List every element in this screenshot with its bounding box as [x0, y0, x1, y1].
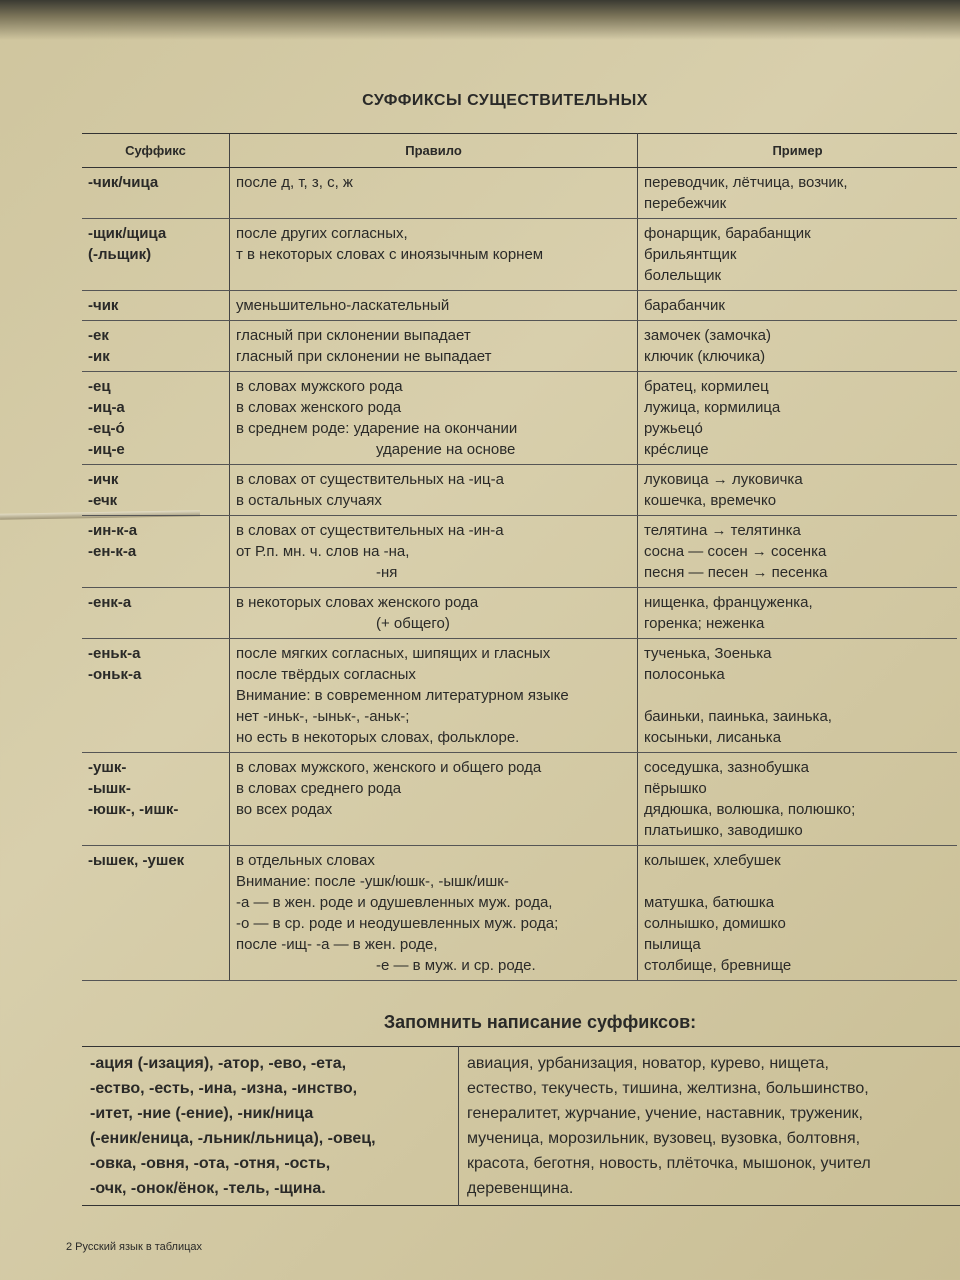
example-line: сосна — сосен → сосенка — [644, 543, 827, 560]
suffix-line: -ышк- — [88, 780, 131, 797]
suffix-line: (-льщик) — [88, 246, 152, 263]
memo-suffix-line: -очк, -онок/ёнок, -тель, -щина. — [90, 1180, 326, 1197]
memo-table — [82, 1046, 960, 1206]
memo-suffix-line: (-еник/еница, -льник/льница), -овец, — [90, 1130, 376, 1147]
example-cell — [638, 321, 958, 372]
example-line — [644, 871, 951, 892]
example-cell — [638, 846, 958, 981]
suffix-cell — [82, 753, 230, 846]
suffix-line: -енк-а — [88, 594, 132, 611]
example-cell — [638, 639, 958, 753]
table-row — [82, 753, 957, 846]
example-line: песня — песен → песенка — [644, 564, 828, 581]
table-row — [82, 291, 957, 321]
suffix-cell — [82, 321, 230, 372]
example-line: кошечка, времечко — [644, 492, 777, 509]
example-line: кре́слице — [644, 441, 709, 458]
example-cell — [638, 291, 958, 321]
memo-row — [82, 1047, 960, 1206]
table-row — [82, 516, 957, 588]
rule-line: Внимание: после -ушк/юшк-, -ышк/ишк- — [236, 873, 509, 890]
memo-example-line: генералитет, журчание, учение, наставник, труженик, — [467, 1105, 863, 1122]
suffix-line: -ек — [88, 327, 109, 344]
suffix-line: -еньк-а — [88, 645, 141, 662]
rule-line: в словах от существительных на -иц-а — [236, 471, 504, 488]
rule-line: в словах женского рода — [236, 399, 402, 416]
header-example: Пример — [638, 134, 958, 168]
suffix-line: -чик — [88, 297, 119, 314]
suffix-line: -ушк- — [88, 759, 127, 776]
rule-line: в словах от существительных на -ин-а — [236, 522, 504, 539]
memo-example-line: естество, текучесть, тишина, желтизна, большинство, — [467, 1080, 869, 1097]
memo-example-line: мученица, морозильник, вузовец, вузовка, болтовня, — [467, 1130, 861, 1147]
example-line: матушка, батюшка — [644, 894, 775, 911]
suffix-line: -юшк-, -ишк- — [88, 801, 179, 818]
example-line: тученька, Зоенька — [644, 645, 772, 662]
suffix-cell — [82, 372, 230, 465]
rule-line: после -ищ- -а — в жен. роде, — [236, 936, 438, 953]
example-line: солнышко, домишко — [644, 915, 786, 932]
suffix-line: -ышек, -ушек — [88, 852, 185, 869]
example-line: дядюшка, волюшка, полюшко; — [644, 801, 856, 818]
memo-suffix-line: -овка, -овня, -ота, -отня, -ость, — [90, 1155, 331, 1172]
rule-line: гласный при склонении не выпадает — [236, 348, 492, 365]
memo-suffixes — [82, 1047, 459, 1206]
rule-cell — [230, 639, 638, 753]
rule-line: -а — в жен. роде и одушевленных муж. рода, — [236, 894, 553, 911]
example-line: платьишко, заводишко — [644, 822, 803, 839]
rule-line: гласный при склонении выпадает — [236, 327, 471, 344]
example-line: братец, кормилец — [644, 378, 769, 395]
example-cell — [638, 219, 958, 291]
example-line — [644, 685, 951, 706]
table-row — [82, 219, 957, 291]
example-line: нищенка, француженка, — [644, 594, 813, 611]
page-title: СУФФИКСЫ СУЩЕСТВИТЕЛЬНЫХ — [362, 92, 648, 109]
rule-line: от Р.п. мн. ч. слов на -на, — [236, 543, 410, 560]
rule-line: -е — в муж. и ср. роде. — [376, 957, 536, 974]
suffix-line: -иц-е — [88, 441, 125, 458]
table-row — [82, 846, 957, 981]
suffix-line: -ик — [88, 348, 110, 365]
rule-cell — [230, 372, 638, 465]
rule-line: нет -иньк-, -ыньк-, -аньк-; — [236, 708, 410, 725]
suffix-cell — [82, 639, 230, 753]
rule-cell — [230, 465, 638, 516]
rule-cell — [230, 516, 638, 588]
rule-cell — [230, 588, 638, 639]
example-line: ключик (ключика) — [644, 348, 766, 365]
rule-line: (+ общего) — [376, 615, 450, 632]
suffix-line: -щик/щица — [88, 225, 167, 242]
suffix-cell — [82, 291, 230, 321]
suffix-line: -ичк — [88, 471, 119, 488]
example-line: перебежчик — [644, 195, 727, 212]
table-row — [82, 372, 957, 465]
table-row — [82, 465, 957, 516]
suffix-line: -иц-а — [88, 399, 125, 416]
example-line: болельщик — [644, 267, 722, 284]
memo-suffix-line: -ество, -есть, -ина, -изна, -инство, — [90, 1080, 358, 1097]
table-header-row — [82, 134, 957, 168]
rule-cell — [230, 753, 638, 846]
header-suffix: Суффикс — [82, 134, 230, 168]
rule-line: во всех родах — [236, 801, 333, 818]
suffix-cell — [82, 846, 230, 981]
example-line: косыньки, лисанька — [644, 729, 782, 746]
page-footer: 2 Русский язык в таблицах — [66, 1241, 203, 1253]
suffix-cell — [82, 168, 230, 219]
example-line: полосонька — [644, 666, 725, 683]
page-edge-shadow — [0, 0, 960, 40]
table-row — [82, 321, 957, 372]
suffix-cell — [82, 465, 230, 516]
memo-example-line: красота, беготня, новость, плёточка, мышонок, учител — [467, 1155, 871, 1172]
example-line: соседушка, зазнобушка — [644, 759, 809, 776]
example-line: барабанчик — [644, 297, 725, 314]
example-cell — [638, 753, 958, 846]
suffix-table — [82, 133, 957, 981]
rule-line: после д, т, з, с, ж — [236, 174, 353, 191]
example-line: колышек, хлебушек — [644, 852, 781, 869]
example-line: переводчик, лётчица, возчик, — [644, 174, 848, 191]
suffix-cell — [82, 516, 230, 588]
rule-line: в словах мужского, женского и общего рода — [236, 759, 542, 776]
rule-line: Внимание: в современном литературном языке — [236, 687, 569, 704]
example-cell — [638, 372, 958, 465]
example-line: баиньки, паинька, заинька, — [644, 708, 832, 725]
table-row — [82, 168, 957, 219]
rule-line: после твёрдых согласных — [236, 666, 416, 683]
suffix-line: -ец-о́ — [88, 420, 125, 437]
example-line: лужица, кормилица — [644, 399, 781, 416]
example-line: столбище, бревнище — [644, 957, 792, 974]
suffix-cell — [82, 588, 230, 639]
suffix-cell — [82, 219, 230, 291]
memo-suffix-line: -итет, -ние (-ение), -ник/ница — [90, 1105, 314, 1122]
rule-line: в остальных случаях — [236, 492, 382, 509]
example-line: замочек (замочка) — [644, 327, 772, 344]
memo-example-line: авиация, урбанизация, новатор, курево, нищета, — [467, 1055, 829, 1072]
memo-example-line: деревенщина. — [467, 1180, 574, 1197]
suffix-line: -ец — [88, 378, 111, 395]
rule-line: но есть в некоторых словах, фольклоре. — [236, 729, 520, 746]
example-line: горенка; неженка — [644, 615, 765, 632]
rule-line: после мягких согласных, шипящих и гласных — [236, 645, 551, 662]
example-cell — [638, 516, 958, 588]
rule-line: в среднем роде: ударение на окончании — [236, 420, 518, 437]
example-cell — [638, 465, 958, 516]
memo-suffix-line: -ация (-изация), -атор, -ево, -ета, — [90, 1055, 347, 1072]
header-rule: Правило — [230, 134, 638, 168]
rule-cell — [230, 168, 638, 219]
example-line: брильянтщик — [644, 246, 737, 263]
example-line: луковица → луковичка — [644, 471, 803, 488]
example-line: фонарщик, барабанщик — [644, 225, 811, 242]
example-line: телятина → телятинка — [644, 522, 801, 539]
rule-cell — [230, 291, 638, 321]
rule-line: в отдельных словах — [236, 852, 375, 869]
rule-line: уменьшительно-ласкательный — [236, 297, 450, 314]
suffix-line: -ен-к-а — [88, 543, 137, 560]
rule-line: в словах среднего рода — [236, 780, 402, 797]
rule-line: -о — в ср. роде и неодушевленных муж. рода; — [236, 915, 559, 932]
rule-line: ударение на основе — [376, 441, 516, 458]
suffix-line: -чик/чица — [88, 174, 159, 191]
rule-line: -ня — [376, 564, 398, 581]
example-line: ружьецо́ — [644, 420, 703, 437]
memo-title: Запомнить написание суффиксов: — [383, 1012, 697, 1032]
suffix-line: -ечк — [88, 492, 118, 509]
example-line: пёрышко — [644, 780, 707, 797]
rule-line: после других согласных, — [236, 225, 408, 242]
example-cell — [638, 168, 958, 219]
rule-cell — [230, 846, 638, 981]
table-row — [82, 639, 957, 753]
example-cell — [638, 588, 958, 639]
rule-line: в словах мужского рода — [236, 378, 403, 395]
rule-line: т в некоторых словах с иноязычным корнем — [236, 246, 544, 263]
suffix-line: -оньк-а — [88, 666, 142, 683]
table-row — [82, 588, 957, 639]
memo-examples — [459, 1047, 960, 1206]
rule-cell — [230, 321, 638, 372]
example-line: пылища — [644, 936, 701, 953]
suffix-line: -ин-к-а — [88, 522, 138, 539]
rule-cell — [230, 219, 638, 291]
rule-line: в некоторых словах женского рода — [236, 594, 479, 611]
